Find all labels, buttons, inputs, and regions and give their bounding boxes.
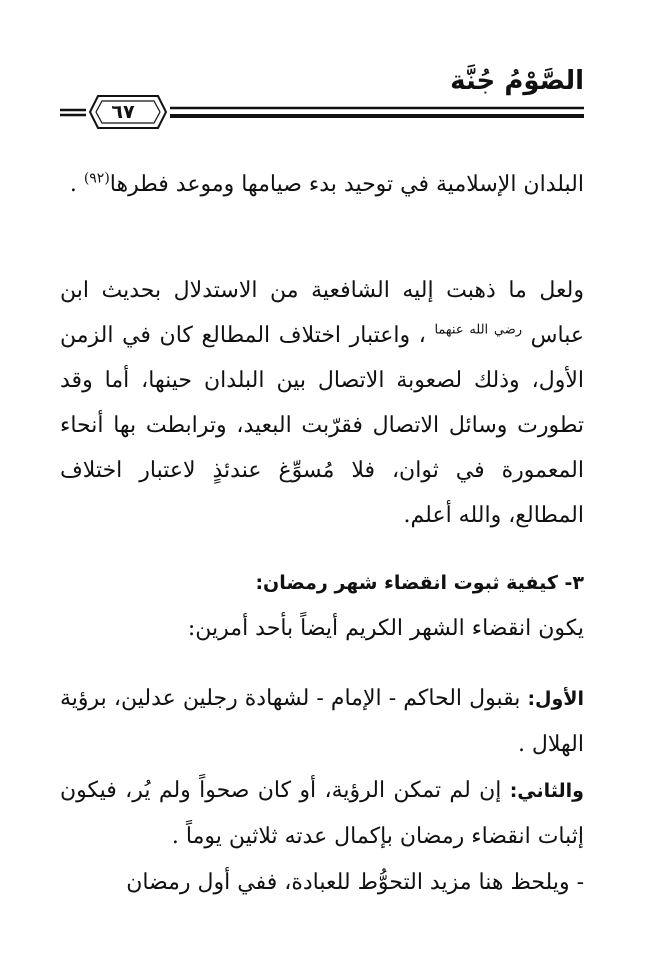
paragraph-2-text-a: ولعل ما ذهبت إليه الشافعية من الاستدلال بحديث ابن عباس xyxy=(60,278,584,348)
page-number: ٦٧ xyxy=(111,101,135,123)
paragraph-2 xyxy=(60,268,584,538)
honorific-glyph: رضي الله عنهما xyxy=(434,322,523,338)
paragraph-1 xyxy=(60,162,584,207)
paragraph-3: يكون انقضاء الشهر الكريم أيضاً بأحد أمرين: xyxy=(187,616,584,641)
paragraph-4 xyxy=(60,676,584,767)
paragraph-5 xyxy=(60,768,584,859)
paragraph-1-end: . xyxy=(69,172,77,197)
paragraph-5-text: إن لم تمكن الرؤية، أو كان صحواً ولم يُر، فيكون إثبات انقضاء رمضان بإكمال عدته ثلاثين يوماً . xyxy=(60,778,584,849)
footnote-ref: (٩٢) xyxy=(83,170,110,187)
paragraph-2-text-b: ، واعتبار اختلاف المطالع كان في الزمن الأول، وذلك لصعوبة الاتصال بين البلدان حينها، أما وقد تطورت وسائل الاتصال فقرّبت البعيد، وترابطت بها أنحاء المعمورة في ثوان، فلا مُسوِّغ عندئذٍ لاعتبار اختلاف المطالع، والله أعلم. xyxy=(60,323,584,528)
paragraph-4-lead: الأول: xyxy=(527,688,584,710)
paragraph-6: - ويلحظ هنا مزيد التحوُّط للعبادة، ففي أول رمضان xyxy=(126,870,584,895)
paragraph-1-text: البلدان الإسلامية في توحيد بدء صيامها وموعد فطرها xyxy=(109,172,584,197)
book-title: الصَّوْمُ جُنَّة xyxy=(450,66,584,96)
paragraph-4-text: بقبول الحاكم - الإمام - لشهادة رجلين عدلين، برؤية الهلال . xyxy=(60,686,584,757)
section-heading: ٣- كيفية ثبوت انقضاء شهر رمضان: xyxy=(255,572,584,594)
paragraph-5-lead: والثاني: xyxy=(509,780,584,802)
